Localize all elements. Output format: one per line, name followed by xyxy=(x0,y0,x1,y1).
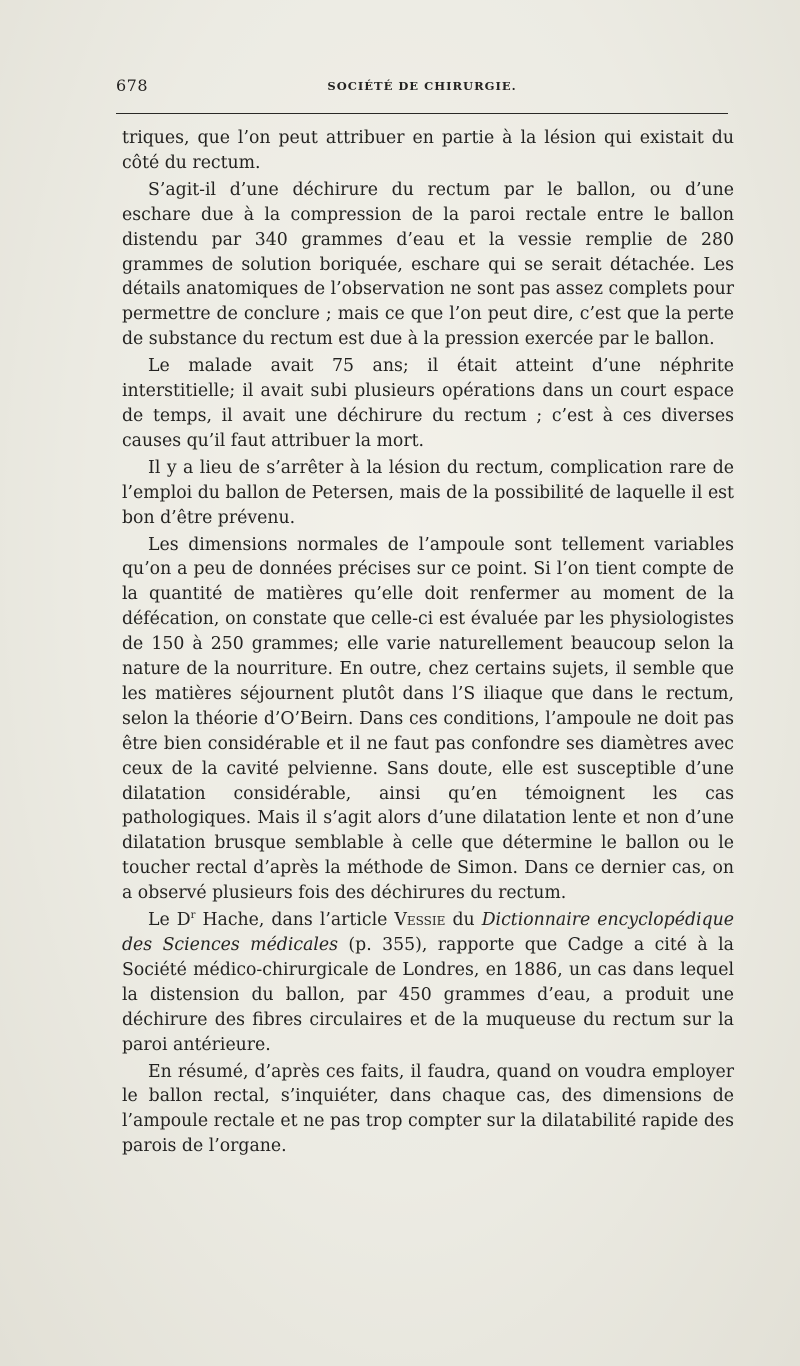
page-header xyxy=(116,76,728,100)
paragraph-rectum-tear: S’agit-il d’une déchirure du rectum par le ballon, ou d’une eschare due à la compression de la paroi rectale entre le ballon distendu par 340 grammes d’eau et la vessie remplie de 280 grammes de solution boriquée, eschare qui se serait détachée. Les détails anatomiques de l’observation ne sont pas assez complets pour permettre de conclure ; mais ce que l’on peut dire, c’est que la perte de substance du rectum est due à la pression exercée par le ballon. xyxy=(122,179,734,350)
paragraph-patient-death: Le malade avait 75 ans; il était atteint d’une néphrite interstitielle; il avait subi plusieurs opérations dans un court espace de temps, il avait une déchirure du rectum ; c’est à ces diverses causes qu’il faut attribuer la mort. xyxy=(122,356,734,451)
dictionary-title: Dictionnaire encyclopédique des Sciences médicales xyxy=(122,910,734,955)
paragraph-ampoule-dimensions: Les dimensions normales de l’ampoule sont tellement variables qu’on a peu de données précises sur ce point. Si l’on tient compte de la quantité de matières qu’elle doit renfermer au moment de la défécation, on constate que celle-ci est évaluée par les physiologistes de 150 à 250 grammes; elle varie naturellement beaucoup selon la nature de la nourriture. En outre, chez certains sujets, il semble que les matières séjournent plutôt dans l’S iliaque que dans le rectum, selon la théorie d’O’Beirn. Dans ces conditions, l’ampoule ne doit pas être bien considérable et il ne faut pas confondre ses diamètres avec ceux de la cavité pelvienne. Sans doute, elle est susceptible d’une dilatation considérable, ainsi qu’en témoignent les cas pathologiques. Mais il s’agit alors d’une dilatation lente et non d’une dilatation brusque semblable à celle que détermine le ballon ou le toucher rectal d’après la méthode de Simon. Dans ce dernier cas, on a observé plusieurs fois des déchirures du rectum. xyxy=(122,534,734,904)
paragraph-complication: Il y a lieu de s’arrêter à la lésion du rectum, complication rare de l’emploi du ballon de Petersen, mais de la possibilité de laquelle il est bon d’être prévenu. xyxy=(122,457,734,528)
paragraph-continuation: triques, que l’on peut attribuer en partie à la lésion qui existait du côté du rectum. xyxy=(122,128,734,173)
text-segment: du xyxy=(445,910,482,931)
running-title: SOCIÉTÉ DE CHIRURGIE. xyxy=(327,79,517,93)
header-rule xyxy=(116,113,728,114)
text-segment: Hache, dans l’article xyxy=(195,910,395,931)
page-number: 678 xyxy=(116,76,149,95)
paragraph-hache-citation xyxy=(122,908,734,1057)
text-segment: (p. 355), rapporte que Cadge a cité à la Société médico-chirurgicale de Londres, en 1886, un cas dans lequel la distension du ballon, par 450 grammes d’eau, a produit une déchirure des fibres circulaires et de la muqueuse du rectum sur la paroi antérieure. xyxy=(122,935,734,1055)
body-text xyxy=(122,126,734,1159)
superscript-r: r xyxy=(190,910,196,922)
paragraph-summary: En résumé, d’après ces faits, il faudra, quand on voudra employer le ballon rectal, s’inquiéter, dans chaque cas, des dimensions de l’ampoule rectale et ne pas trop compter sur la dilatabilité rapide des parois de l’organe. xyxy=(122,1061,734,1157)
article-name: Vessie xyxy=(394,910,446,931)
text-segment: Le D xyxy=(148,910,191,931)
